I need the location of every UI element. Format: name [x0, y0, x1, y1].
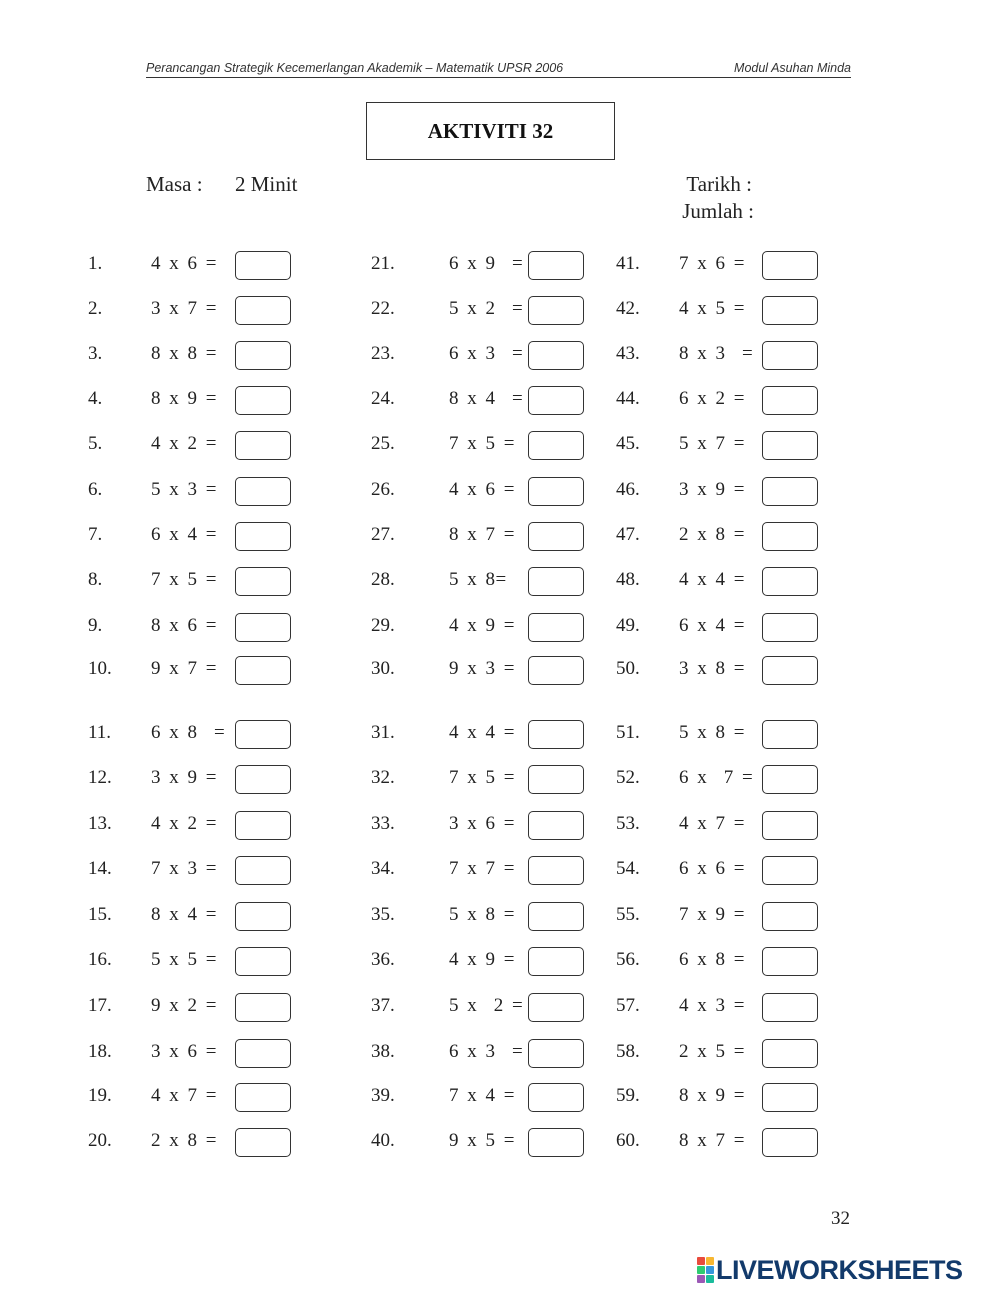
- question-number: 43.: [616, 343, 640, 364]
- answer-box[interactable]: [762, 902, 818, 931]
- answer-box[interactable]: [235, 386, 291, 415]
- question-expression: 5 x 8 =: [449, 904, 515, 925]
- question-number: 44.: [616, 388, 640, 409]
- question-expression: 7 x 4 =: [449, 1085, 515, 1106]
- running-header: [146, 61, 851, 78]
- question-expression: 8 x 3 =: [679, 343, 754, 364]
- jumlah-label: Jumlah :: [682, 199, 754, 223]
- question-number: 57.: [616, 995, 640, 1016]
- answer-box[interactable]: [235, 1128, 291, 1157]
- question-expression: 6 x 3 =: [449, 1041, 524, 1062]
- question-number: 52.: [616, 767, 640, 788]
- question-number: 37.: [371, 995, 395, 1016]
- question-number: 21.: [371, 253, 395, 274]
- question-expression: 6 x 7 =: [679, 767, 754, 788]
- answer-box[interactable]: [235, 947, 291, 976]
- question-number: 1.: [88, 253, 103, 274]
- question-expression: 4 x 4 =: [449, 722, 515, 743]
- question-number: 32.: [371, 767, 395, 788]
- question-expression: 3 x 6 =: [449, 813, 515, 834]
- logo-blocks-icon: [697, 1257, 714, 1283]
- question-expression: 6 x 4 =: [679, 615, 745, 636]
- answer-box[interactable]: [528, 1039, 584, 1068]
- answer-box[interactable]: [528, 296, 584, 325]
- answer-box[interactable]: [762, 765, 818, 794]
- question-number: 9.: [88, 615, 103, 636]
- question-number: 50.: [616, 658, 640, 679]
- question-expression: 6 x 9 =: [449, 253, 524, 274]
- question-number: 35.: [371, 904, 395, 925]
- page-number: 32: [831, 1208, 850, 1229]
- answer-box[interactable]: [528, 993, 584, 1022]
- question-number: 36.: [371, 949, 395, 970]
- answer-box[interactable]: [528, 720, 584, 749]
- question-expression: 7 x 5 =: [449, 767, 515, 788]
- question-number: 30.: [371, 658, 395, 679]
- answer-box[interactable]: [762, 341, 818, 370]
- answer-box[interactable]: [235, 431, 291, 460]
- logo-block: [706, 1257, 714, 1265]
- question-expression: 6 x 8 =: [151, 722, 226, 743]
- answer-box[interactable]: [235, 811, 291, 840]
- question-expression: 4 x 7 =: [151, 1085, 217, 1106]
- answer-box[interactable]: [762, 1039, 818, 1068]
- answer-box[interactable]: [235, 765, 291, 794]
- question-expression: 9 x 5 =: [449, 1130, 515, 1151]
- answer-box[interactable]: [528, 522, 584, 551]
- question-number: 22.: [371, 298, 395, 319]
- question-number: 3.: [88, 343, 103, 364]
- question-expression: 4 x 9 =: [449, 949, 515, 970]
- answer-box[interactable]: [235, 656, 291, 685]
- question-expression: 8 x 4 =: [151, 904, 217, 925]
- page-title: AKTIVITI 32: [366, 102, 615, 160]
- question-number: 20.: [88, 1130, 112, 1151]
- answer-box[interactable]: [528, 251, 584, 280]
- question-number: 27.: [371, 524, 395, 545]
- question-expression: 6 x 4 =: [151, 524, 217, 545]
- question-expression: 5 x 7 =: [679, 433, 745, 454]
- question-number: 54.: [616, 858, 640, 879]
- question-number: 51.: [616, 722, 640, 743]
- question-expression: 6 x 2 =: [679, 388, 745, 409]
- answer-box[interactable]: [235, 993, 291, 1022]
- question-number: 31.: [371, 722, 395, 743]
- question-expression: 8 x 6 =: [151, 615, 217, 636]
- question-expression: 6 x 8 =: [679, 949, 745, 970]
- question-expression: 6 x 6 =: [679, 858, 745, 879]
- question-number: 6.: [88, 479, 103, 500]
- answer-box[interactable]: [528, 431, 584, 460]
- question-expression: 9 x 2 =: [151, 995, 217, 1016]
- question-expression: 3 x 9 =: [679, 479, 745, 500]
- question-expression: 7 x 5 =: [151, 569, 217, 590]
- question-expression: 3 x 6 =: [151, 1041, 217, 1062]
- question-number: 59.: [616, 1085, 640, 1106]
- question-expression: 5 x 2 =: [449, 995, 524, 1016]
- question-number: 14.: [88, 858, 112, 879]
- question-expression: 4 x 7 =: [679, 813, 745, 834]
- question-expression: 2 x 8 =: [679, 524, 745, 545]
- answer-box[interactable]: [762, 1128, 818, 1157]
- question-expression: 8 x 7 =: [449, 524, 515, 545]
- question-expression: 5 x 5 =: [151, 949, 217, 970]
- question-number: 16.: [88, 949, 112, 970]
- question-number: 4.: [88, 388, 103, 409]
- question-expression: 9 x 3 =: [449, 658, 515, 679]
- question-number: 40.: [371, 1130, 395, 1151]
- answer-box[interactable]: [762, 1083, 818, 1112]
- question-number: 55.: [616, 904, 640, 925]
- question-number: 19.: [88, 1085, 112, 1106]
- masa-value: 2 Minit: [235, 172, 298, 196]
- answer-box[interactable]: [235, 613, 291, 642]
- question-expression: 8 x 7 =: [679, 1130, 745, 1151]
- answer-box[interactable]: [762, 522, 818, 551]
- question-number: 10.: [88, 658, 112, 679]
- question-expression: 5 x 8=: [449, 569, 507, 590]
- answer-box[interactable]: [762, 811, 818, 840]
- answer-box[interactable]: [528, 613, 584, 642]
- question-expression: 7 x 7 =: [449, 858, 515, 879]
- question-number: 18.: [88, 1041, 112, 1062]
- answer-box[interactable]: [528, 567, 584, 596]
- question-expression: 4 x 5 =: [679, 298, 745, 319]
- answer-box[interactable]: [235, 720, 291, 749]
- question-expression: 8 x 8 =: [151, 343, 217, 364]
- answer-box[interactable]: [528, 341, 584, 370]
- question-expression: 4 x 3 =: [679, 995, 745, 1016]
- question-expression: 5 x 2 =: [449, 298, 524, 319]
- answer-box[interactable]: [762, 656, 818, 685]
- answer-box[interactable]: [235, 1039, 291, 1068]
- answer-box[interactable]: [235, 522, 291, 551]
- answer-box[interactable]: [762, 720, 818, 749]
- question-number: 11.: [88, 722, 112, 743]
- question-expression: 2 x 5 =: [679, 1041, 745, 1062]
- logo-block: [697, 1257, 705, 1265]
- logo-text: LIVEWORKSHEETS: [716, 1255, 963, 1285]
- liveworksheets-logo: [697, 1254, 963, 1286]
- answer-box[interactable]: [762, 856, 818, 885]
- answer-box[interactable]: [235, 856, 291, 885]
- question-number: 34.: [371, 858, 395, 879]
- answer-box[interactable]: [762, 947, 818, 976]
- question-expression: 8 x 9 =: [679, 1085, 745, 1106]
- question-expression: 8 x 4 =: [449, 388, 524, 409]
- answer-box[interactable]: [762, 567, 818, 596]
- answer-box[interactable]: [235, 902, 291, 931]
- question-expression: 4 x 6 =: [151, 253, 217, 274]
- question-number: 42.: [616, 298, 640, 319]
- logo-block: [706, 1275, 714, 1283]
- question-expression: 4 x 6 =: [449, 479, 515, 500]
- question-expression: 3 x 8 =: [679, 658, 745, 679]
- question-number: 48.: [616, 569, 640, 590]
- question-number: 26.: [371, 479, 395, 500]
- question-expression: 7 x 5 =: [449, 433, 515, 454]
- question-number: 41.: [616, 253, 640, 274]
- question-number: 24.: [371, 388, 395, 409]
- header-right-text: Modul Asuhan Minda: [734, 61, 851, 75]
- question-number: 60.: [616, 1130, 640, 1151]
- question-expression: 4 x 4 =: [679, 569, 745, 590]
- question-expression: 4 x 2 =: [151, 813, 217, 834]
- question-number: 2.: [88, 298, 103, 319]
- question-number: 46.: [616, 479, 640, 500]
- answer-box[interactable]: [528, 902, 584, 931]
- question-number: 12.: [88, 767, 112, 788]
- question-expression: 8 x 9 =: [151, 388, 217, 409]
- question-expression: 7 x 3 =: [151, 858, 217, 879]
- answer-box[interactable]: [762, 993, 818, 1022]
- logo-block: [697, 1266, 705, 1274]
- question-expression: 3 x 7 =: [151, 298, 217, 319]
- header-left-text: Perancangan Strategik Kecemerlangan Akademik – Matematik UPSR 2006: [146, 61, 564, 75]
- answer-box[interactable]: [235, 1083, 291, 1112]
- answer-box[interactable]: [528, 856, 584, 885]
- logo-block: [697, 1275, 705, 1283]
- logo-block: [706, 1266, 714, 1274]
- answer-box[interactable]: [762, 386, 818, 415]
- question-number: 5.: [88, 433, 103, 454]
- question-number: 49.: [616, 615, 640, 636]
- question-expression: 5 x 3 =: [151, 479, 217, 500]
- question-expression: 7 x 9 =: [679, 904, 745, 925]
- answer-box[interactable]: [235, 477, 291, 506]
- question-number: 58.: [616, 1041, 640, 1062]
- question-expression: 2 x 8 =: [151, 1130, 217, 1151]
- answer-box[interactable]: [528, 1128, 584, 1157]
- answer-box[interactable]: [528, 656, 584, 685]
- answer-box[interactable]: [762, 613, 818, 642]
- question-number: 17.: [88, 995, 112, 1016]
- question-number: 23.: [371, 343, 395, 364]
- answer-box[interactable]: [528, 765, 584, 794]
- question-number: 7.: [88, 524, 103, 545]
- question-expression: 5 x 8 =: [679, 722, 745, 743]
- answer-box[interactable]: [235, 251, 291, 280]
- question-expression: 9 x 7 =: [151, 658, 217, 679]
- question-number: 56.: [616, 949, 640, 970]
- question-number: 45.: [616, 433, 640, 454]
- question-number: 8.: [88, 569, 103, 590]
- question-number: 29.: [371, 615, 395, 636]
- answer-box[interactable]: [235, 341, 291, 370]
- question-number: 53.: [616, 813, 640, 834]
- question-number: 13.: [88, 813, 112, 834]
- question-expression: 4 x 2 =: [151, 433, 217, 454]
- answer-box[interactable]: [762, 431, 818, 460]
- tarikh-label: Tarikh :: [686, 172, 752, 196]
- answer-box[interactable]: [762, 296, 818, 325]
- answer-box[interactable]: [235, 296, 291, 325]
- question-number: 38.: [371, 1041, 395, 1062]
- question-number: 25.: [371, 433, 395, 454]
- question-expression: 3 x 9 =: [151, 767, 217, 788]
- answer-box[interactable]: [235, 567, 291, 596]
- answer-box[interactable]: [528, 947, 584, 976]
- question-expression: 6 x 3 =: [449, 343, 524, 364]
- answer-box[interactable]: [528, 811, 584, 840]
- question-number: 47.: [616, 524, 640, 545]
- question-number: 15.: [88, 904, 112, 925]
- answer-box[interactable]: [528, 1083, 584, 1112]
- question-expression: 7 x 6 =: [679, 253, 745, 274]
- question-number: 39.: [371, 1085, 395, 1106]
- answer-box[interactable]: [528, 477, 584, 506]
- question-expression: 4 x 9 =: [449, 615, 515, 636]
- masa-label: Masa :: [146, 172, 203, 196]
- answer-box[interactable]: [762, 477, 818, 506]
- answer-box[interactable]: [762, 251, 818, 280]
- answer-box[interactable]: [528, 386, 584, 415]
- question-number: 33.: [371, 813, 395, 834]
- question-number: 28.: [371, 569, 395, 590]
